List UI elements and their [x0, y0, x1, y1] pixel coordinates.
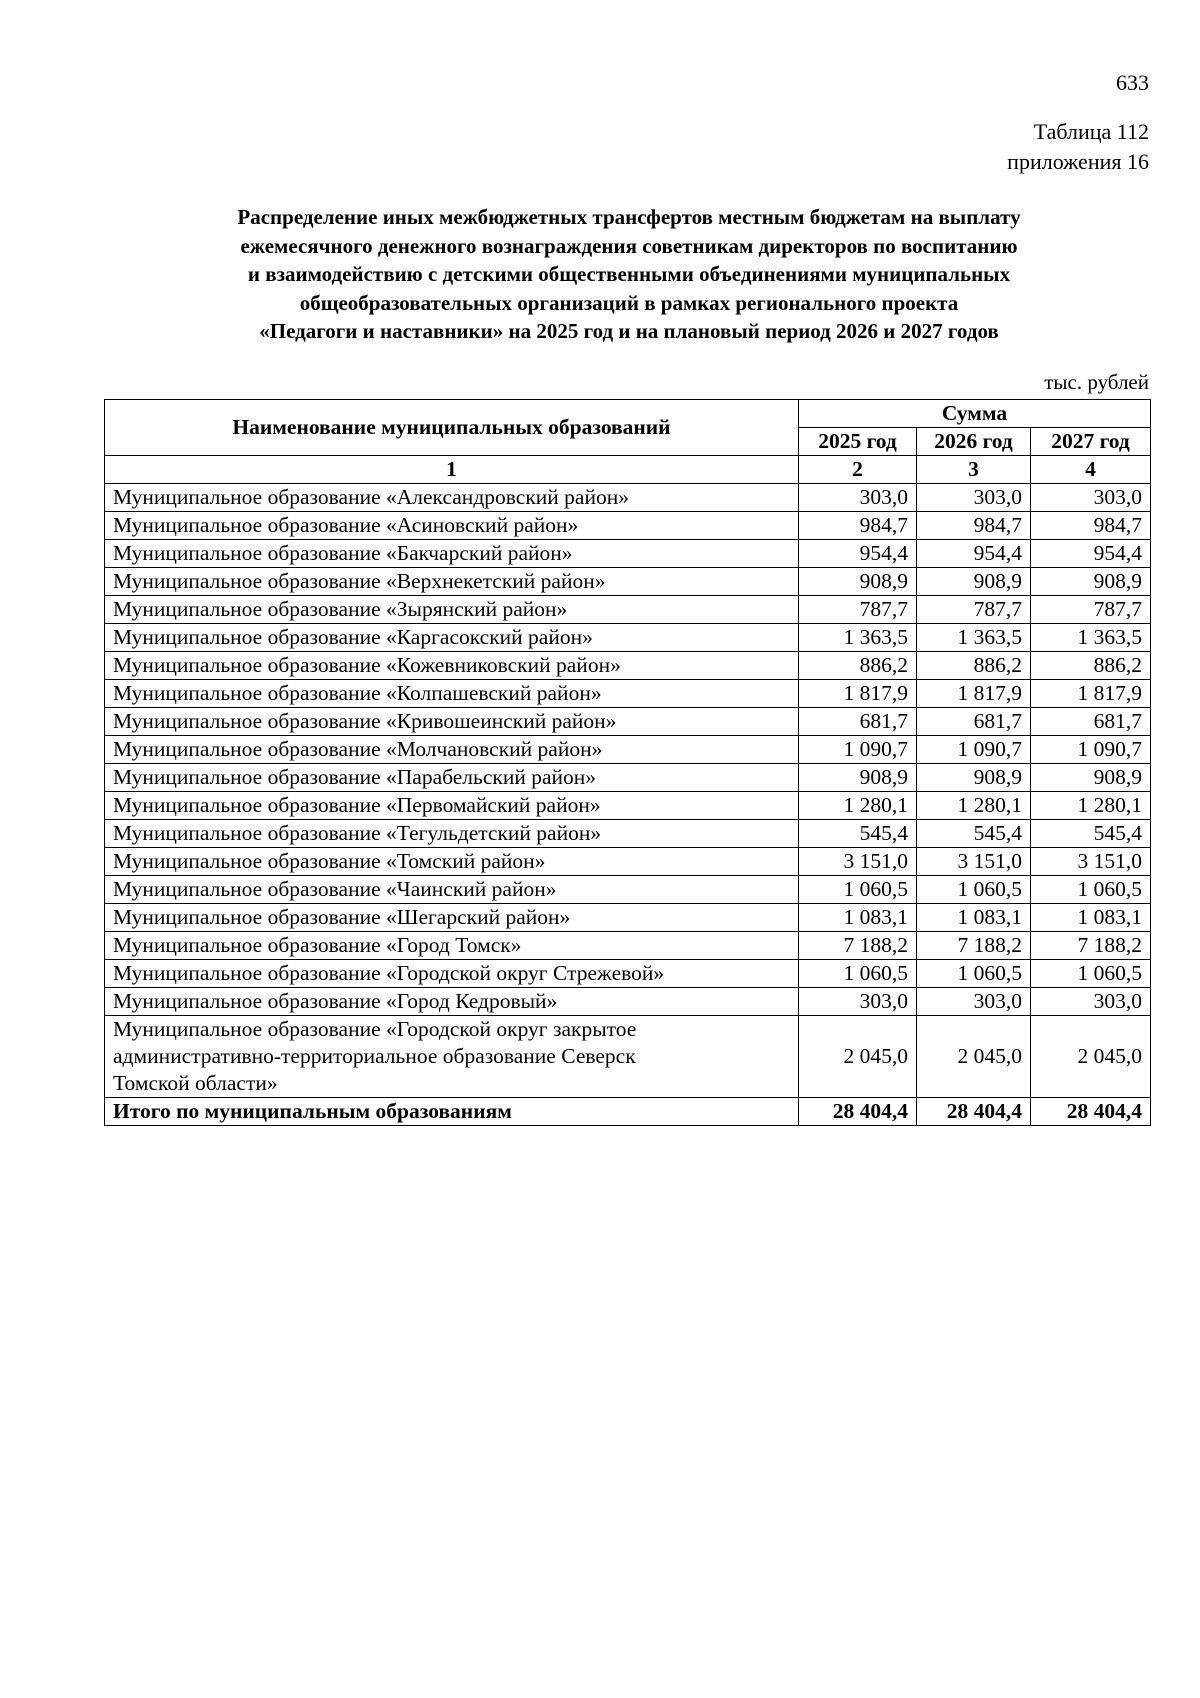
table-row	[105, 932, 1151, 960]
value-2025: 787,7	[799, 596, 917, 624]
value-2026: 787,7	[917, 596, 1031, 624]
header-year-2025: 2025 год	[799, 428, 917, 456]
value-2026: 954,4	[917, 540, 1031, 568]
value-2025: 1 083,1	[799, 904, 917, 932]
municipality-name: Муниципальное образование «Кривошеинский район»	[105, 708, 799, 736]
value-2026: 303,0	[917, 484, 1031, 512]
value-2025: 303,0	[799, 988, 917, 1016]
table-row	[105, 624, 1151, 652]
value-2027: 1 060,5	[1031, 876, 1151, 904]
value-2027: 1 817,9	[1031, 680, 1151, 708]
total-2026: 28 404,4	[917, 1098, 1031, 1126]
table-row	[105, 596, 1151, 624]
value-2026: 7 188,2	[917, 932, 1031, 960]
value-2026: 2 045,0	[917, 1016, 1031, 1098]
value-2025: 886,2	[799, 652, 917, 680]
value-2025: 1 280,1	[799, 792, 917, 820]
value-2025: 984,7	[799, 512, 917, 540]
municipality-name: Муниципальное образование «Молчановский район»	[105, 736, 799, 764]
title-line: ежемесячного денежного вознаграждения советникам директоров по воспитанию	[240, 233, 1018, 258]
value-2026: 908,9	[917, 568, 1031, 596]
municipality-name: Муниципальное образование «Городской округ Стрежевой»	[105, 960, 799, 988]
table-row	[105, 904, 1151, 932]
value-2026: 1 280,1	[917, 792, 1031, 820]
municipality-name: Муниципальное образование «Чаинский район»	[105, 876, 799, 904]
value-2025: 3 151,0	[799, 848, 917, 876]
value-2027: 303,0	[1031, 484, 1151, 512]
table-row	[105, 792, 1151, 820]
value-2027: 7 188,2	[1031, 932, 1151, 960]
value-2026: 1 083,1	[917, 904, 1031, 932]
value-2025: 2 045,0	[799, 1016, 917, 1098]
municipality-name: Муниципальное образование «Парабельский район»	[105, 764, 799, 792]
header-year-2026: 2026 год	[917, 428, 1031, 456]
title-line: общеобразовательных организаций в рамках регионального проекта	[299, 290, 959, 315]
value-2026: 1 060,5	[917, 960, 1031, 988]
table-row	[105, 708, 1151, 736]
table-row	[105, 512, 1151, 540]
table-row	[105, 1016, 1151, 1098]
name-line: Муниципальное образование «Городской округ закрытое	[113, 1017, 637, 1041]
distribution-table	[104, 399, 1151, 1126]
value-2025: 303,0	[799, 484, 917, 512]
table-row	[105, 540, 1151, 568]
table-row	[105, 960, 1151, 988]
table-row	[105, 820, 1151, 848]
header-year-2027: 2027 год	[1031, 428, 1151, 456]
value-2026: 1 060,5	[917, 876, 1031, 904]
header-sum: Сумма	[799, 400, 1151, 428]
title-line: и взаимодействию с детскими общественными объединениями муниципальных	[247, 262, 1011, 286]
value-2027: 1 363,5	[1031, 624, 1151, 652]
value-2025: 908,9	[799, 568, 917, 596]
value-2025: 1 817,9	[799, 680, 917, 708]
municipality-name: Муниципальное образование «Шегарский район»	[105, 904, 799, 932]
column-number: 2	[799, 456, 917, 484]
value-2025: 681,7	[799, 708, 917, 736]
value-2027: 1 280,1	[1031, 792, 1151, 820]
table-row	[105, 484, 1151, 512]
name-line: Томской области»	[113, 1071, 278, 1095]
municipality-name: Муниципальное образование «Томский район»	[105, 848, 799, 876]
value-2025: 1 060,5	[799, 876, 917, 904]
total-2027: 28 404,4	[1031, 1098, 1151, 1126]
value-2025: 908,9	[799, 764, 917, 792]
header-municipality-name: Наименование муниципальных образований	[105, 400, 799, 456]
value-2025: 1 090,7	[799, 736, 917, 764]
value-2027: 908,9	[1031, 568, 1151, 596]
value-2026: 303,0	[917, 988, 1031, 1016]
value-2026: 3 151,0	[917, 848, 1031, 876]
table-row	[105, 568, 1151, 596]
value-2025: 1 363,5	[799, 624, 917, 652]
value-2026: 886,2	[917, 652, 1031, 680]
value-2027: 886,2	[1031, 652, 1151, 680]
table-row	[105, 876, 1151, 904]
municipality-name: Муниципальное образование «Первомайский район»	[105, 792, 799, 820]
table-row	[105, 764, 1151, 792]
value-2027: 3 151,0	[1031, 848, 1151, 876]
value-2026: 545,4	[917, 820, 1031, 848]
name-line: административно-территориальное образование Северск	[113, 1044, 636, 1068]
document-title	[104, 203, 1154, 346]
value-2027: 681,7	[1031, 708, 1151, 736]
value-2027: 1 060,5	[1031, 960, 1151, 988]
value-2025: 7 188,2	[799, 932, 917, 960]
table-number: Таблица 112	[1033, 119, 1149, 144]
value-2026: 1 817,9	[917, 680, 1031, 708]
table-row	[105, 988, 1151, 1016]
unit-label: тыс. рублей	[1044, 370, 1149, 394]
title-line: «Педагоги и наставники» на 2025 год и на плановый период 2026 и 2027 годов	[259, 319, 999, 343]
table-row	[105, 736, 1151, 764]
municipality-name: Муниципальное образование «Колпашевский район»	[105, 680, 799, 708]
value-2027: 545,4	[1031, 820, 1151, 848]
municipality-name: Муниципальное образование «Тегульдетский район»	[105, 820, 799, 848]
value-2026: 908,9	[917, 764, 1031, 792]
municipality-name: Муниципальное образование «Александровский район»	[105, 484, 799, 512]
value-2025: 545,4	[799, 820, 917, 848]
municipality-name: Муниципальное образование «Город Кедровый»	[105, 988, 799, 1016]
value-2026: 1 090,7	[917, 736, 1031, 764]
value-2026: 681,7	[917, 708, 1031, 736]
total-2025: 28 404,4	[799, 1098, 917, 1126]
municipality-name	[105, 1016, 799, 1098]
appendix-number: приложения 16	[1007, 149, 1149, 174]
table-reference	[1007, 117, 1149, 177]
value-2027: 1 083,1	[1031, 904, 1151, 932]
value-2027: 954,4	[1031, 540, 1151, 568]
value-2027: 303,0	[1031, 988, 1151, 1016]
value-2026: 1 363,5	[917, 624, 1031, 652]
municipality-name: Муниципальное образование «Асиновский район»	[105, 512, 799, 540]
municipality-name: Муниципальное образование «Кожевниковский район»	[105, 652, 799, 680]
municipality-name: Муниципальное образование «Бакчарский район»	[105, 540, 799, 568]
value-2027: 908,9	[1031, 764, 1151, 792]
municipality-name: Муниципальное образование «Каргасокский район»	[105, 624, 799, 652]
value-2027: 984,7	[1031, 512, 1151, 540]
value-2027: 787,7	[1031, 596, 1151, 624]
title-line: Распределение иных межбюджетных трансфертов местным бюджетам на выплату	[237, 205, 1021, 229]
total-row	[105, 1098, 1151, 1126]
table-row	[105, 848, 1151, 876]
value-2026: 984,7	[917, 512, 1031, 540]
page-number: 633	[1116, 70, 1149, 95]
value-2025: 1 060,5	[799, 960, 917, 988]
value-2027: 2 045,0	[1031, 1016, 1151, 1098]
municipality-name: Муниципальное образование «Город Томск»	[105, 932, 799, 960]
value-2025: 954,4	[799, 540, 917, 568]
column-number: 1	[105, 456, 799, 484]
municipality-name: Муниципальное образование «Зырянский район»	[105, 596, 799, 624]
municipality-name: Муниципальное образование «Верхнекетский район»	[105, 568, 799, 596]
table-row	[105, 652, 1151, 680]
column-number: 3	[917, 456, 1031, 484]
column-number: 4	[1031, 456, 1151, 484]
total-label: Итого по муниципальным образованиям	[105, 1098, 799, 1126]
value-2027: 1 090,7	[1031, 736, 1151, 764]
table-row	[105, 680, 1151, 708]
